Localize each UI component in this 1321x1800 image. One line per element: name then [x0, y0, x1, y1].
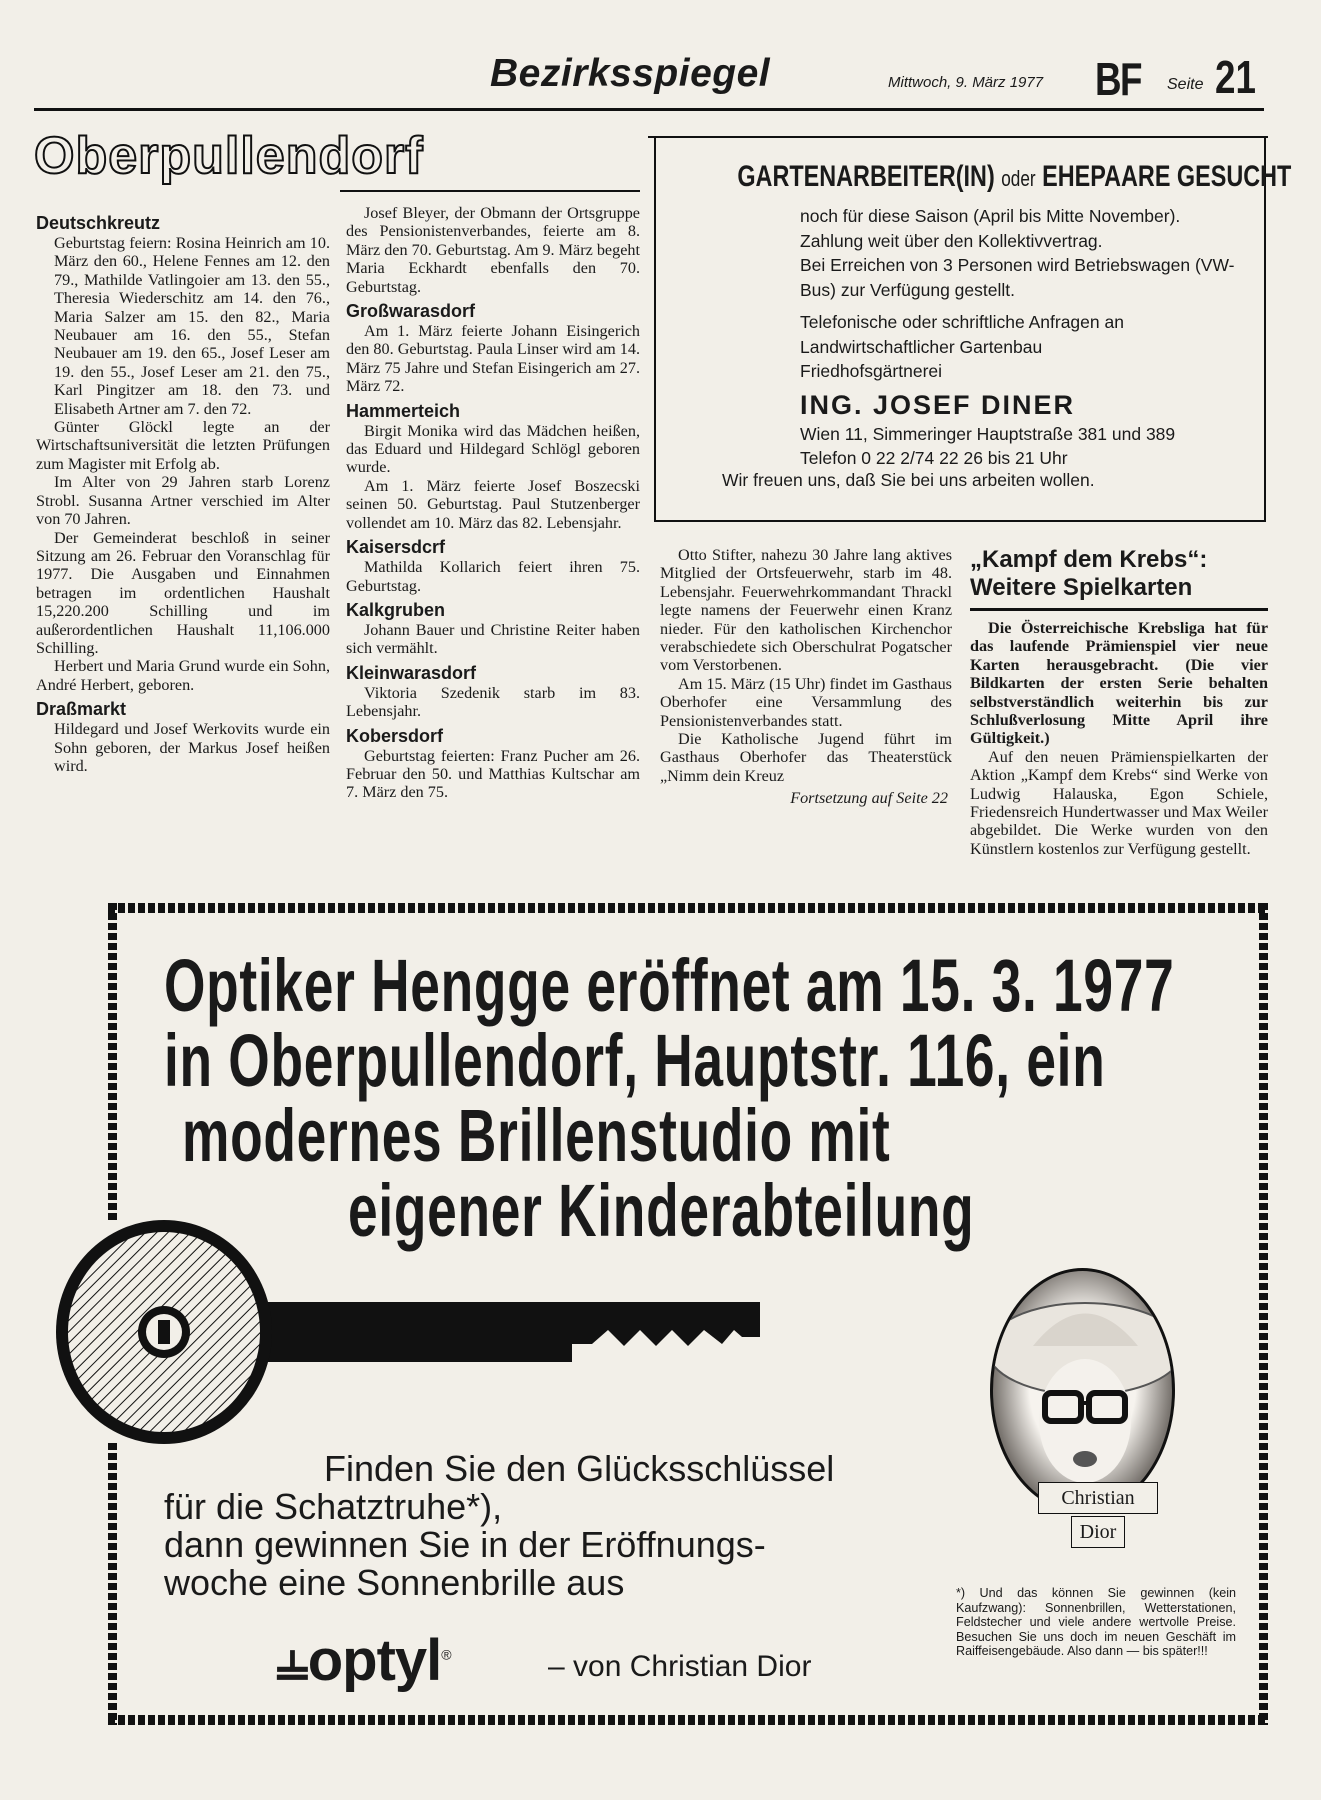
locality-heading: Kobersdorf — [346, 725, 444, 746]
ad-border — [108, 903, 117, 1223]
article-paragraph: Geburtstag feierten: Franz Pucher am 26. Februar den 50. und Matthias Kultschar am 7. März den 75. — [346, 746, 640, 802]
model-portrait-image — [990, 1268, 1175, 1513]
christian-dior-logo — [1038, 1482, 1158, 1548]
article-paragraph: Birgit Monika wird das Mädchen heißen, das Eduard und Hildegard Schlögl geboren wurde. — [346, 421, 640, 477]
ad-border — [108, 1443, 117, 1725]
article-headline: „Kampf dem Krebs“: — [970, 546, 1208, 573]
dior-label-line: Dior — [1071, 1516, 1125, 1548]
article-lead: Die Österreichische Krebsliga hat für das laufende Prämienspiel vier neue Karten herausgebracht. (Die vier Bildkarten der ersten Serie behalten selbstverständlich weiterhin bis zur Schlußverlosung Mitte April ihre Gültigkeit.) — [970, 619, 1268, 748]
article-paragraph: Der Gemeinderat beschloß in seiner Sitzung am 26. Februar den Voranschlag für 1977. Die Ausgaben und Einnahmen betragen im ordentlichen Haushalt 15,220.200 Schilling und im außerordentlichen Haushalt 11,106.000 Schilling. — [36, 528, 330, 657]
locality-heading: Deutschkreutz — [36, 213, 161, 233]
page-label: Seite — [1167, 76, 1204, 93]
job-ad-line: Telefonische oder schriftliche Anfragen an — [800, 312, 1124, 332]
optyl-brand-name: optyl — [307, 1628, 442, 1693]
optyl-brand-suffix: – von Christian Dior — [548, 1650, 812, 1683]
article-paragraph: Im Alter von 29 Jahren starb Lorenz Strobl. Susanna Artner verschied im Alter von 70 Jahren. — [36, 473, 330, 529]
job-ad-footer: Wir freuen uns, daß Sie bei uns arbeiten wollen. — [722, 470, 1095, 490]
article-paragraph: Am 1. März feierte Johann Eisingerich den 80. Geburtstag. Paula Linser wird am 14. März 75 Jahre und Stefan Eisingerich am 27. März 72. — [346, 322, 641, 396]
job-ad-line: Zahlung weit über den Kollektivvertrag. — [800, 230, 1103, 251]
article-column-1 — [36, 208, 330, 775]
section-heading: Oberpullendorf — [34, 127, 424, 185]
ad-border — [1259, 903, 1268, 1725]
ad-headline-line: in Oberpullendorf, Hauptstr. 116, ein — [164, 1019, 1106, 1102]
article-column-4 — [970, 546, 1268, 858]
ad-contest-line: für die Schatztruhe*), — [164, 1486, 503, 1527]
article-paragraph: Josef Bleyer, der Obmann der Ortsgruppe des Pensionistenverbandes, feierte am 8. März den 70. Geburtstag. Am 9. März begeht Maria Eckhardt ebenfalls den 70. Geburtstag. — [346, 204, 640, 296]
locality-heading: Hammerteich — [346, 400, 461, 421]
job-advertisement — [654, 136, 1292, 522]
locality-heading: Kalkgruben — [346, 599, 446, 620]
newspaper-section-title: Bezirksspiegel — [490, 52, 771, 95]
article-paragraph: Otto Stifter, nahezu 30 Jahre lang aktives Mitglied der Ortsfeuerwehr, starb im 48. Lebensjahr. Feuerwehrkommandant Thrackl legte namens der Feuerwehr einen Kranz nieder. Für den katholischen Kirchenchor verabschiedete sich Oberschulrat Pogatscher vom Verstorbenen. — [660, 546, 952, 675]
ad-border — [108, 1715, 1268, 1725]
page-number: 21 — [1215, 51, 1256, 103]
ad-contest-line: dann gewinnen Sie in der Eröffnungs- — [164, 1524, 766, 1565]
article-paragraph: Mathilda Kollarich feiert ihren 75. Geburtstag. — [346, 558, 640, 595]
masthead-rule — [34, 108, 1264, 111]
issue-date: Mittwoch, 9. März 1977 — [888, 74, 1044, 91]
optyl-brand-logo: ⫨optyl® — [276, 1628, 451, 1693]
article-paragraph: Am 1. März feierte Josef Boszecski seinen 50. Geburtstag. Paul Stutzenberger vollendet am 10. März das 82. Lebensjahr. — [346, 476, 640, 532]
ad-headline-line: modernes Brillenstudio mit — [182, 1094, 891, 1177]
locality-heading: Draßmarkt — [36, 699, 127, 720]
ad-border — [108, 903, 1268, 913]
article-paragraph: Die Katholische Jugend führt im Gasthaus Oberhofer das Theaterstück „Nimm dein Kreuz — [660, 730, 952, 785]
job-ad-head-or: oder — [1001, 166, 1036, 191]
article-subheadline: Weitere Spielkarten — [970, 574, 1193, 601]
dior-label-line: Christian — [1038, 1482, 1158, 1514]
article-column-2 — [346, 204, 640, 802]
job-ad-headline — [737, 160, 1292, 194]
job-ad-line: Friedhofsgärtnerei — [800, 361, 943, 381]
job-ad-line: Landwirtschaftlicher Gartenbau — [800, 336, 1043, 357]
job-ad-line: noch für diese Saison (April bis Mitte November). — [800, 206, 1181, 226]
ad-headline-line: Optiker Hengge eröffnet am 15. 3. 1977 — [164, 944, 1175, 1027]
headline-rule — [970, 608, 1268, 611]
article-paragraph: Auf den neuen Prämienspielkarten der Aktion „Kampf dem Krebs“ sind Werke von Ludwig Halauska, Egon Schiele, Friedensreich Hundertwasser und Max Weiler abgebildet. Die Werke wurden von den Künstlern kostenlos zur Verfügung gestellt. — [970, 747, 1268, 858]
job-ad-phone: Telefon 0 22 2/74 22 26 bis 21 Uhr — [800, 448, 1068, 468]
job-ad-head-a: GARTENARBEITER(IN) — [737, 160, 995, 193]
optyl-logo-mark-icon: ⫨ — [276, 1628, 308, 1693]
key-icon — [52, 1212, 772, 1452]
locality-heading: Kleinwarasdorf — [346, 662, 477, 683]
locality-heading: Großwarasdorf — [346, 301, 476, 322]
article-paragraph: Geburtstag feiern: Rosina Heinrich am 10. März den 60., Helene Fennes am 12. den 79., Mathilde Vatlingoier am 13. den 55., Theresia Wiederschitz am 14. den 76., Maria Salzer am 15. den 82., Maria Neubauer am 16. den 55., Stefan Neubauer am 19. den 65., Josef Leser am 19. den 55., Josef Leser am 21. den 75., Karl Pingitzer am 18. den 73. und Elisabeth Artner am 7. den 72. — [54, 234, 330, 418]
newspaper-logo: BF — [1095, 53, 1141, 105]
job-ad-line: Bei Erreichen von 3 Personen wird Betriebswagen (VW-Bus) zur Verfügung gestellt. — [800, 255, 1235, 300]
article-paragraph: Herbert und Maria Grund wurde ein Sohn, André Herbert, geboren. — [36, 657, 330, 694]
article-paragraph: Günter Glöckl legte an der Wirtschaftsuniversität die letzten Prüfungen zum Magister mit Erfolg ab. — [36, 418, 330, 473]
ad-contest-line: Finden Sie den Glücksschlüssel — [324, 1448, 835, 1489]
section-rule — [340, 190, 640, 192]
article-paragraph: Hildegard und Josef Werkovits wurde ein Sohn geboren, der Markus Josef heißen wird. — [54, 720, 330, 775]
article-paragraph: Viktoria Szedenik starb im 83. Lebensjahr. — [346, 683, 640, 721]
ad-headline-line: eigener Kinderabteilung — [348, 1169, 975, 1252]
job-ad-body — [800, 204, 1240, 471]
ad-footnote: *) Und das können Sie gewinnen (kein Kaufzwang): Sonnenbrillen, Wetterstationen, Feldstecher und viele andere wertvolle Preise. Besuchen Sie uns doch im neuen Geschäft im Raiffeisengebäude. Also dann — bis später!!! — [956, 1586, 1236, 1658]
locality-heading: Kaisersdcrf — [346, 537, 446, 558]
job-ad-address: Wien 11, Simmeringer Hauptstraße 381 und 389 — [800, 423, 1176, 444]
article-paragraph: Johann Bauer und Christine Reiter haben sich vermählt. — [346, 620, 640, 658]
job-ad-company-name: ING. JOSEF DINER — [800, 389, 1076, 420]
article-paragraph: Am 15. März (15 Uhr) findet im Gasthaus Oberhofer eine Versammlung des Pensionistenverbandes statt. — [660, 674, 952, 730]
article-column-3 — [660, 546, 952, 808]
job-ad-head-b: EHEPAARE GESUCHT — [1042, 160, 1292, 193]
continued-notice: Fortsetzung auf Seite 22 — [790, 789, 948, 808]
ad-contest-text — [164, 1450, 924, 1602]
ad-contest-line: woche eine Sonnenbrille aus — [164, 1562, 625, 1603]
